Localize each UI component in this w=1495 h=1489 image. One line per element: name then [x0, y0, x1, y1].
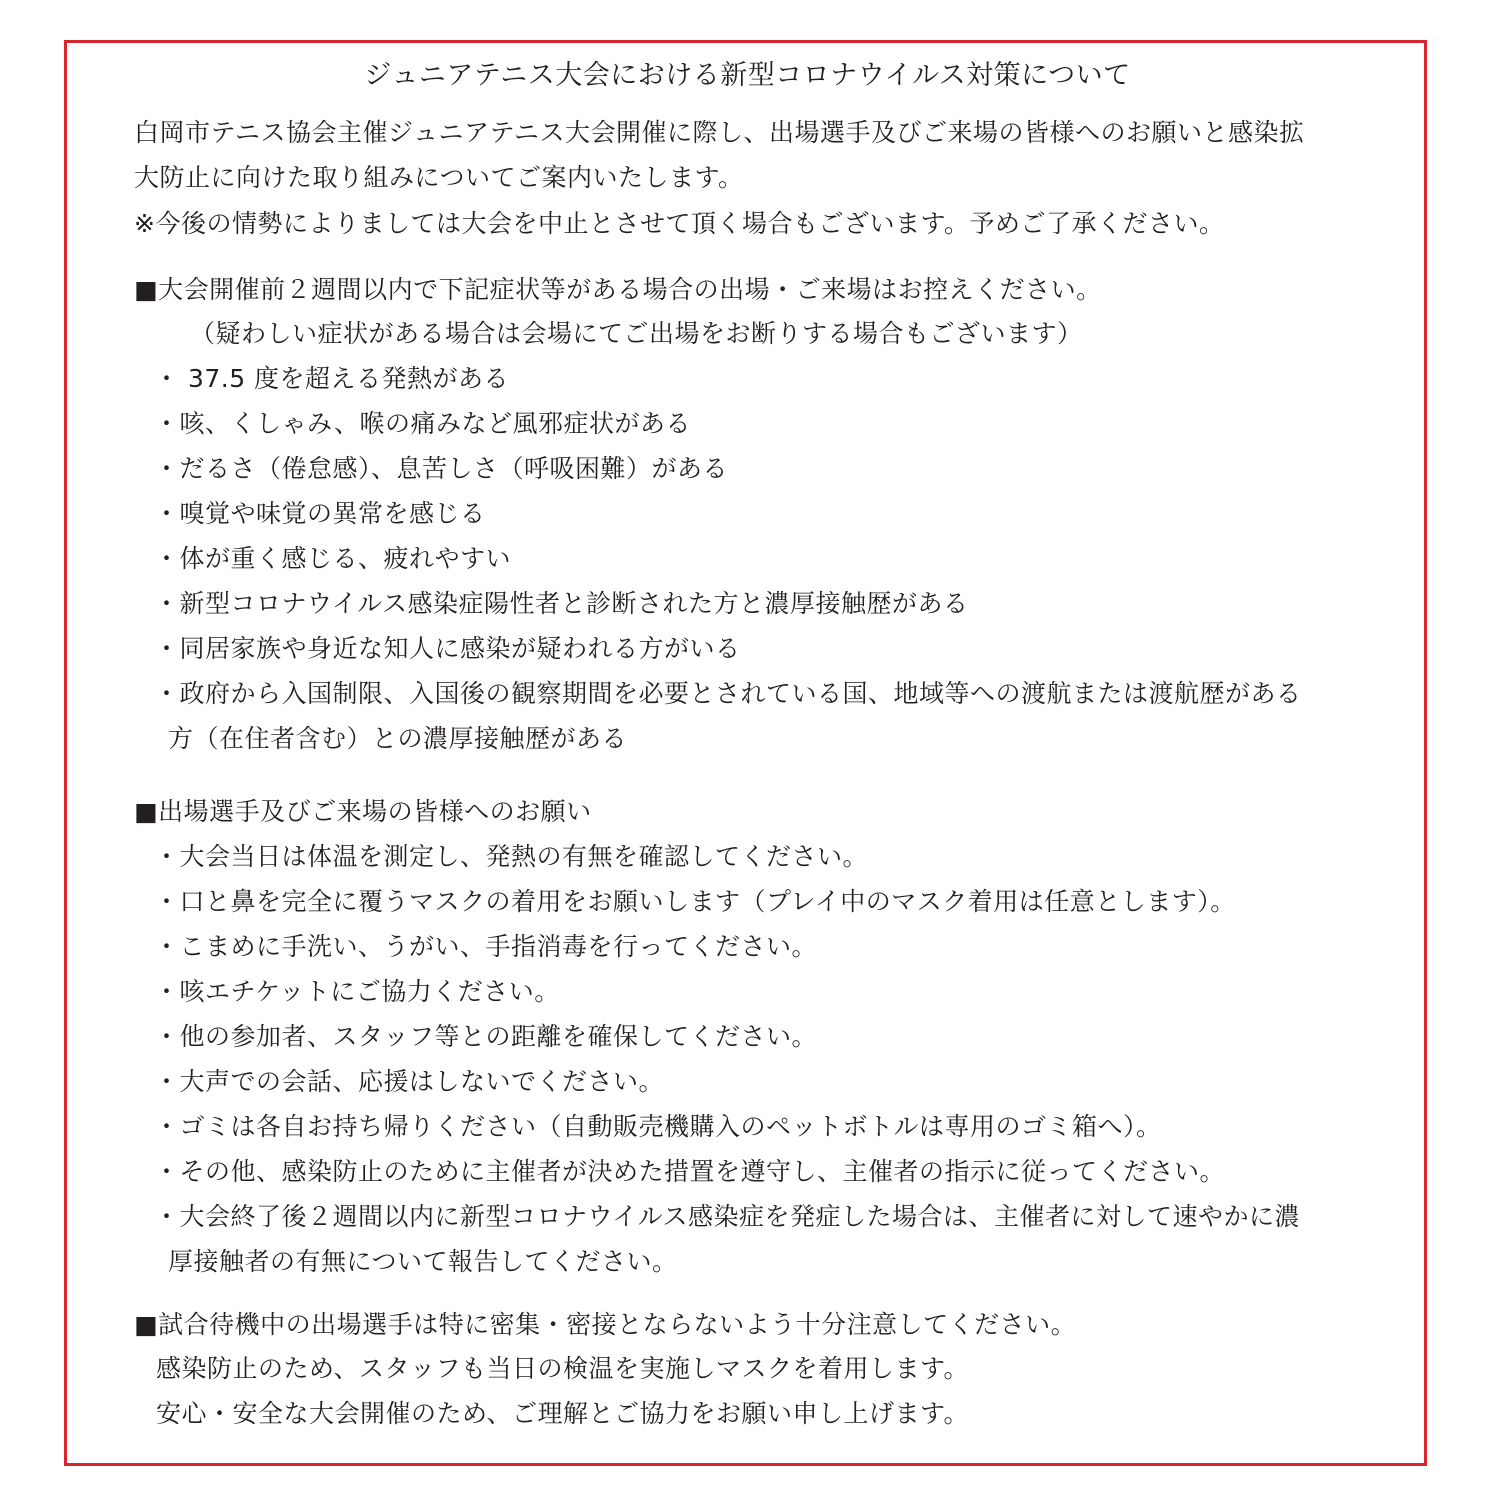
- list-item: ・ゴミは各自お持ち帰りください（自動販売機購入のペットボトルは専用のゴミ箱へ）。: [154, 1112, 1162, 1141]
- section-heading: ■出場選手及びご来場の皆様へのお願い: [134, 797, 592, 826]
- list-item: ・咳、くしゃみ、喉の痛みなど風邪症状がある: [154, 409, 692, 438]
- section-heading: ■大会開催前２週間以内で下記症状等がある場合の出場・ご来場はお控えください。: [134, 275, 1102, 304]
- section-note: （疑わしい症状がある場合は会場にてご出場をお断りする場合もございます）: [190, 319, 1083, 348]
- closing-line: 感染防止のため、スタッフも当日の検温を実施しマスクを着用します。: [156, 1354, 970, 1383]
- list-item: ・こまめに手洗い、うがい、手指消毒を行ってください。: [154, 932, 818, 961]
- list-item: ・嗅覚や味覚の異常を感じる: [154, 499, 486, 528]
- page-title: ジュニアテニス大会における新型コロナウイルス対策について: [364, 60, 1131, 91]
- list-item: ・大会当日は体温を測定し、発熱の有無を確認してください。: [154, 842, 869, 871]
- intro-line: 白岡市テニス協会主催ジュニアテニス大会開催に際し、出場選手及びご来場の皆様へのお願いと感染拡: [134, 118, 1305, 147]
- list-item: ・新型コロナウイルス感染症陽性者と診断された方と濃厚接触歴がある: [154, 589, 969, 618]
- section-heading: ■試合待機中の出場選手は特に密集・密接とならないよう十分注意してください。: [134, 1310, 1077, 1339]
- list-item: ・だるさ（倦怠感）、息苦しさ（呼吸困難）がある: [154, 454, 729, 483]
- list-item: ・大会終了後２週間以内に新型コロナウイルス感染症を発症した場合は、主催者に対して速やかに濃: [154, 1202, 1301, 1231]
- list-item-continued: 方（在住者含む）との濃厚接触歴がある: [168, 724, 628, 753]
- closing-line: 安心・安全な大会開催のため、ご理解とご協力をお願い申し上げます。: [156, 1399, 970, 1428]
- list-item: ・その他、感染防止のために主催者が決めた措置を遵守し、主催者の指示に従ってください。: [154, 1157, 1226, 1186]
- list-item-continued: 厚接触者の有無について報告してください。: [168, 1247, 678, 1276]
- list-item: ・同居家族や身近な知人に感染が疑われる方がいる: [154, 634, 741, 663]
- intro-line: 大防止に向けた取り組みについてご案内いたします。: [134, 163, 744, 192]
- list-item: ・政府から入国制限、入国後の観察期間を必要とされている国、地域等への渡航または渡航歴がある: [154, 679, 1302, 708]
- list-item: ・咳エチケットにご協力ください。: [154, 977, 560, 1006]
- list-item: ・口と鼻を完全に覆うマスクの着用をお願いします（プレイ中のマスク着用は任意とします）。: [154, 887, 1236, 916]
- list-item: ・ 37.5 度を超える発熱がある: [154, 364, 510, 393]
- intro-line: ※今後の情勢によりましては大会を中止とさせて頂く場合もございます。予めご了承ください。: [134, 209, 1225, 238]
- list-item: ・体が重く感じる、疲れやすい: [154, 544, 512, 573]
- list-item: ・他の参加者、スタッフ等との距離を確保してください。: [154, 1022, 818, 1051]
- list-item: ・大声での会話、応援はしないでください。: [154, 1067, 665, 1096]
